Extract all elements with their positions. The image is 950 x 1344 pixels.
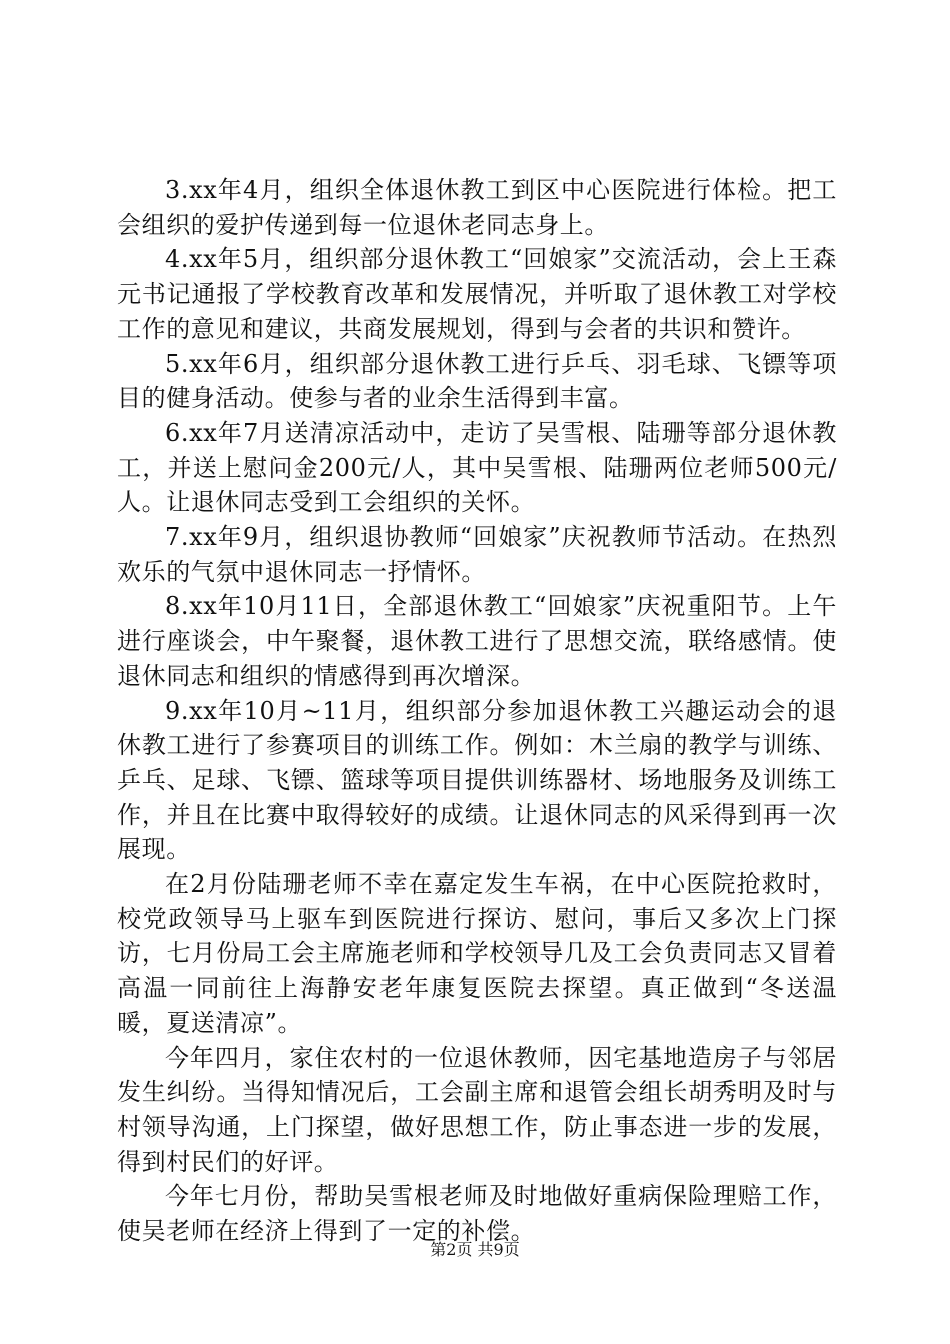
paragraph-insurance-claim: 今年七月份，帮助吴雪根老师及时地做好重病保险理赔工作，使吴老师在经济上得到了一定的补偿。 xyxy=(117,1182,837,1246)
paragraph-item-6: 6.xx年7月送清凉活动中，走访了吴雪根、陆珊等部分退休教工，并送上慰问金200元/人，其中吴雪根、陆珊两位老师500元/人。让退休同志受到工会组织的关怀。 xyxy=(117,418,837,517)
paragraph-item-7: 7.xx年9月，组织退协教师“回娘家”庆祝教师节活动。在热烈欢乐的气氛中退休同志一抒情怀。 xyxy=(117,523,837,586)
paragraph-item-4: 4.xx年5月，组织部分退休教工“回娘家”交流活动，会上王森元书记通报了学校教育改革和发展情况，并听取了退休教工对学校工作的意见和建议，共商发展规划，得到与会者的共识和赞许。 xyxy=(117,245,837,343)
paragraph-item-9: 9.xx年10月~11月，组织部分参加退休教工兴趣运动会的退休教工进行了参赛项目的训练工作。例如：木兰扇的教学与训练、乒乓、足球、飞镖、篮球等项目提供训练器材、场地服务及训练工作，并且在比赛中取得较好的成绩。让退休同志的风采得到再一次展现。 xyxy=(117,696,837,864)
paragraph-neighbor-dispute: 今年四月，家住农村的一位退休教师，因宅基地造房子与邻居发生纠纷。当得知情况后，工会副主席和退管会组长胡秀明及时与村领导沟通，上门探望，做好思想工作，防止事态进一步的发展，得到村民们的好评。 xyxy=(117,1043,837,1176)
page-number-footer: 第2页 共9页 xyxy=(430,1240,520,1259)
paragraph-item-5: 5.xx年6月，组织部分退休教工进行乒乓、羽毛球、飞镖等项目的健身活动。使参与者的业余生活得到丰富。 xyxy=(117,349,837,413)
paragraph-car-accident-visit: 在2月份陆珊老师不幸在嘉定发生车祸，在中心医院抢救时，校党政领导马上驱车到医院进行探访、慰问，事后又多次上门探访，七月份局工会主席施老师和学校领导几及工会负责同志又冒着高温一同前往上海静安老年康复医院去探望。真正做到“冬送温暖，夏送清凉”。 xyxy=(117,870,837,1037)
paragraph-item-3: 3.xx年4月，组织全体退休教工到区中心医院进行体检。把工会组织的爱护传递到每一位退休老同志身上。 xyxy=(117,176,837,239)
document-body xyxy=(117,173,837,1249)
paragraph-item-8: 8.xx年10月11日，全部退休教工“回娘家”庆祝重阳节。上午进行座谈会，中午聚餐，退休教工进行了思想交流，联络感情。使退休同志和组织的情感得到再次增深。 xyxy=(117,592,837,690)
